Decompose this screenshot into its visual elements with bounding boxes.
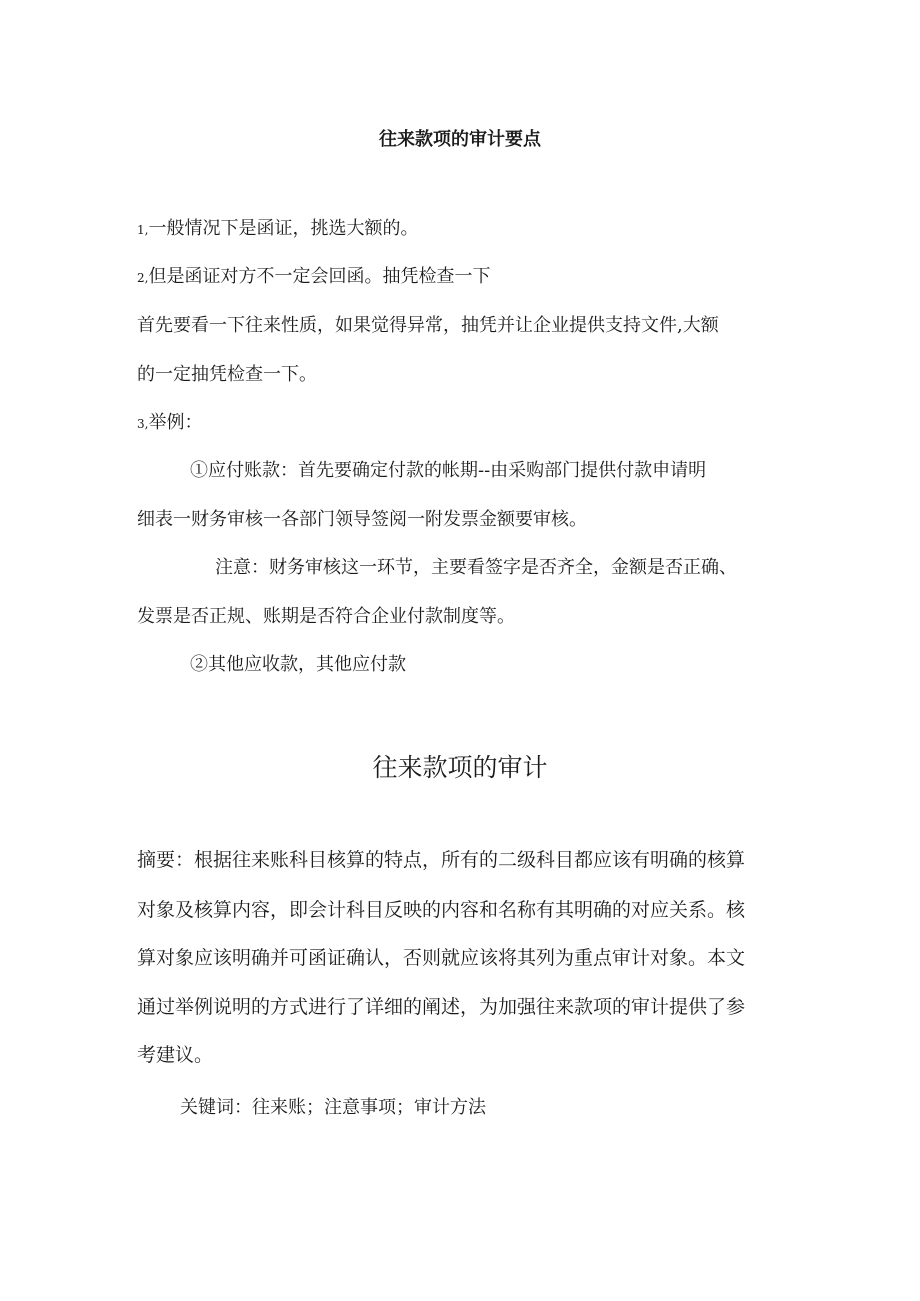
- abstract-line-4: 通过举例说明的方式进行了详细的阐述，为加强往来款项的审计提供了参: [137, 996, 746, 1018]
- article-title: 往来款项的审计: [372, 753, 548, 782]
- abstract-line-2: 对象及核算内容，即会计科目反映的内容和名称有其明确的对应关系。核: [137, 899, 746, 921]
- note-line-1: 注意：财务审核这一环节，主要看签字是否齐全，金额是否正确、: [215, 557, 737, 578]
- abstract-line-1: 摘要：根据往来账科目核算的特点，所有的二级科目都应该有明确的核算: [137, 849, 746, 871]
- item-2-number: 2,: [137, 271, 149, 285]
- note-line-2: 发票是否正规、账期是否符合企业付款制度等。: [137, 606, 515, 627]
- example-2: ②其他应收款，其他应付款: [190, 654, 406, 675]
- paragraph-1-line-1: 首先要看一下往来性质，如果觉得异常，抽凭并让企业提供支持文件,大额: [137, 315, 719, 336]
- item-1-number: 1,: [137, 223, 149, 237]
- item-2: [137, 265, 490, 290]
- doc-title: 往来款项的审计要点: [379, 129, 541, 150]
- example-1-line-1: ①应付账款：首先要确定付款的帐期--由采购部门提供付款申请明: [190, 460, 707, 481]
- item-3: [137, 411, 202, 436]
- paragraph-1-line-2: 的一定抽凭检查一下。: [137, 364, 317, 385]
- keywords: 关键词：往来账；注意事项；审计方法: [180, 1097, 486, 1118]
- abstract-line-3: 算对象应该明确并可函证确认，否则就应该将其列为重点审计对象。本文: [137, 947, 746, 969]
- abstract-line-5: 考建议。: [137, 1044, 214, 1066]
- item-3-text: 举例：: [148, 412, 203, 433]
- item-1: [137, 217, 418, 242]
- item-3-number: 3,: [137, 417, 149, 431]
- example-1-line-2: 细表一财务审核一各部门领导签阅一附发票金额要审核。: [137, 509, 587, 530]
- item-1-text: 一般情况下是函证，挑选大额的。: [148, 218, 419, 239]
- item-2-text: 但是函证对方不一定会回函。抽凭检查一下: [148, 266, 491, 287]
